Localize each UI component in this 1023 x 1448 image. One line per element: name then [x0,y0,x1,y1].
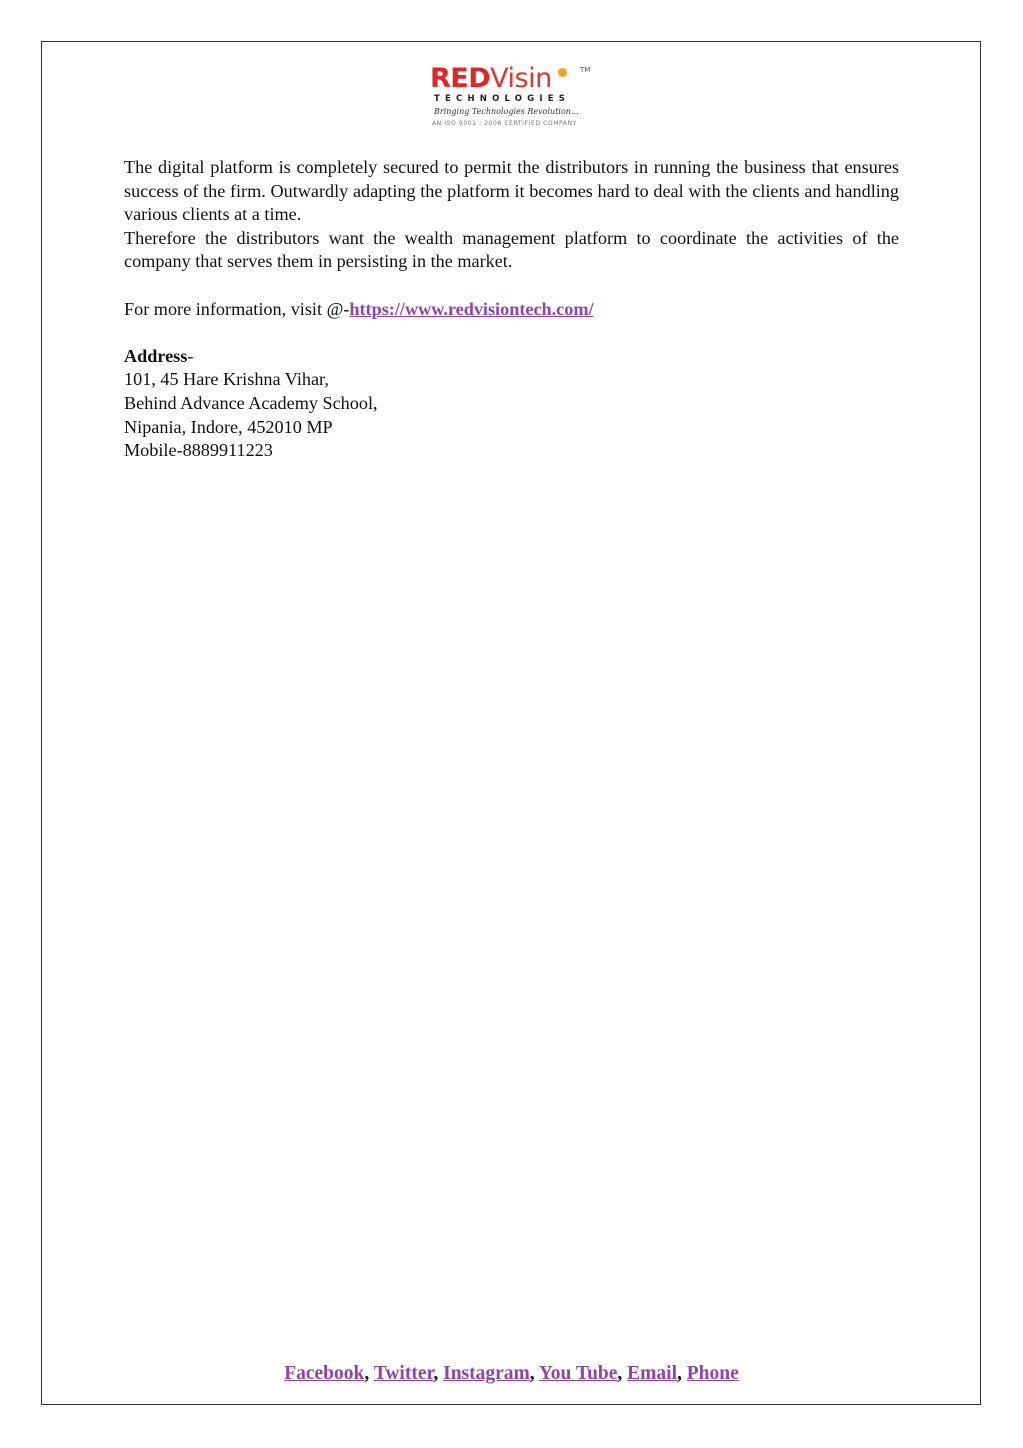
twitter-link[interactable]: Twitter [373,1363,434,1384]
logo-orange-dot [558,68,567,77]
logo-subtitle: TECHNOLOGIES [434,94,571,104]
logo-tagline: Bringing Technologies Revolution... [434,107,579,116]
address-line-1: 101, 45 Hare Krishna Vihar, [124,369,329,390]
body-paragraph-1: The digital platform is completely secured to permit the distributors in running the business that ensures success of the firm. Outwardly adapting the platform it becomes hard to deal with the clients and handling various clients at a time. [124,157,899,225]
instagram-link[interactable]: Instagram [443,1363,530,1384]
more-info-prefix: For more information, visit @- [124,298,350,319]
email-link[interactable]: Email [627,1363,678,1384]
address-heading-line: Address- [124,345,194,366]
facebook-link[interactable]: Facebook [284,1363,365,1384]
document-body [124,156,899,463]
logo-wordmark: REDVisin [430,63,552,94]
address-line-3: Nipania, Indore, 452010 MP [124,416,333,437]
more-info-line [124,298,899,322]
logo-certification: AN ISO 9001 : 2008 CERTIFIED COMPANY [432,120,577,127]
address-heading: Address [124,345,188,366]
body-paragraph-2: Therefore the distributors want the wealth management platform to coordinate the activities of the company that serves them in persisting in the market. [124,227,899,272]
social-links-footer: Facebook, Twitter, Instagram, You Tube, Email, Phone [284,1363,739,1384]
website-link[interactable]: https://www.redvisiontech.com/ [349,298,594,319]
youtube-link[interactable]: You Tube [538,1363,618,1384]
redvision-logo [428,62,598,132]
logo-trademark: TM [580,66,591,74]
address-line-2: Behind Advance Academy School, [124,392,378,413]
phone-link[interactable]: Phone [686,1363,739,1384]
mobile-number: Mobile-8889911223 [124,440,273,461]
